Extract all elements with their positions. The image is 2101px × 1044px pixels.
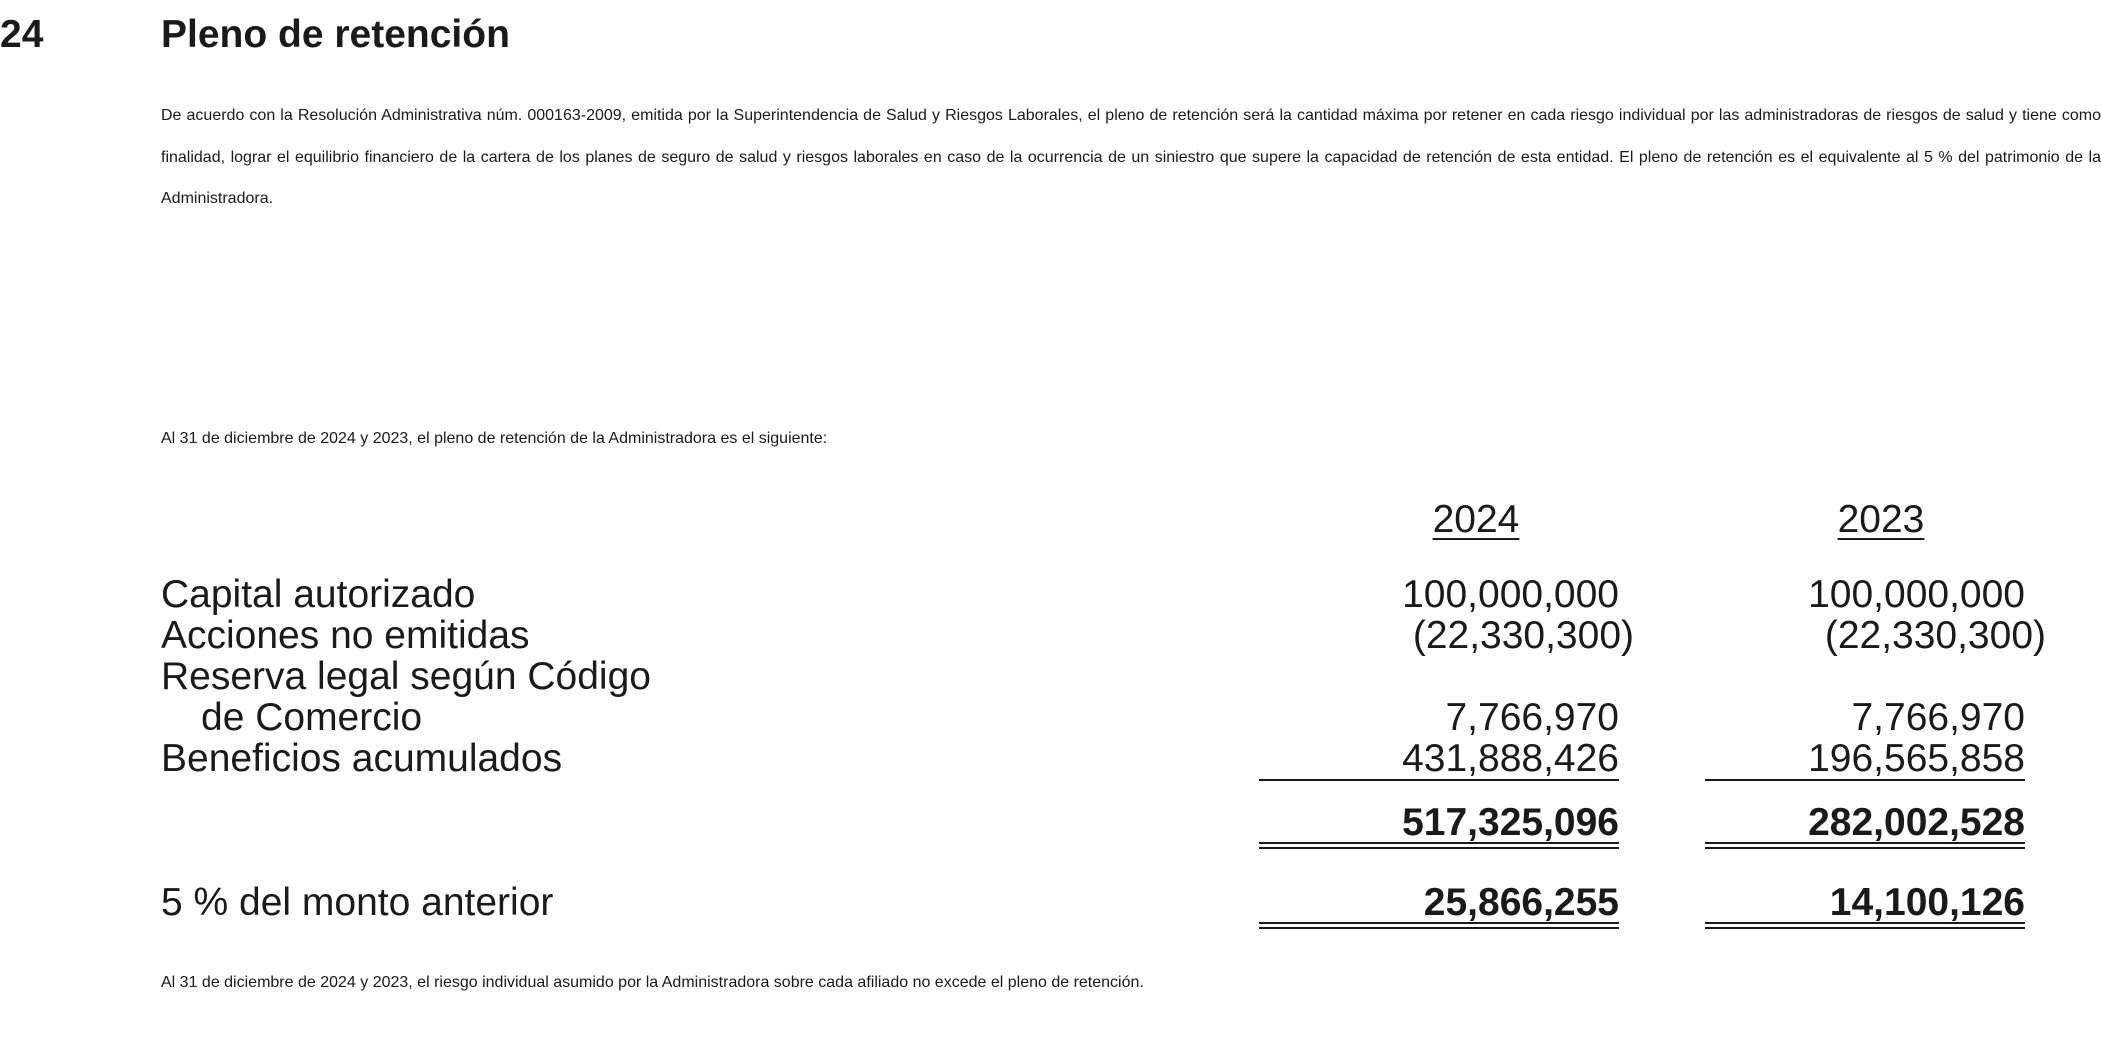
table-row (161, 738, 2101, 780)
subtotal-rule-2023 (1705, 779, 2025, 781)
five-percent-row (161, 882, 2101, 924)
note-number: 24 (0, 13, 44, 56)
retention-table (161, 496, 2101, 936)
row-label-continuation: de Comercio (201, 696, 423, 739)
row-label: 5 % del monto anterior (161, 881, 554, 924)
amount-2024: 7,766,970 (1445, 696, 1619, 739)
five-percent-2024: 25,866,255 (1423, 881, 1619, 924)
table-row (161, 615, 2101, 657)
five-percent-double-rule-2023 (1705, 922, 2025, 929)
table-intro-paragraph: Al 31 de diciembre de 2024 y 2023, el pleno de retención de la Administradora es el siguiente: (161, 430, 828, 447)
amount-2023: (22,330,300) (1824, 614, 2046, 657)
total-double-rule-2024 (1259, 842, 1619, 849)
table-row (161, 697, 2101, 739)
amount-2023: 7,766,970 (1851, 696, 2025, 739)
row-label: Acciones no emitidas (161, 614, 530, 657)
column-header-2023: 2023 (1837, 498, 1925, 541)
amount-2023: 196,565,858 (1808, 737, 2025, 780)
amount-2024: 431,888,426 (1402, 737, 1619, 780)
amount-2023: 100,000,000 (1808, 573, 2025, 616)
five-percent-2023: 14,100,126 (1829, 881, 2025, 924)
note-title: Pleno de retención (161, 13, 510, 56)
amount-2024: 100,000,000 (1402, 573, 1619, 616)
subtotal-row (161, 802, 2101, 844)
subtotal-2023: 282,002,528 (1808, 801, 2025, 844)
column-header-2024: 2024 (1432, 498, 1520, 541)
note-header (0, 10, 2101, 60)
row-label: Capital autorizado (161, 573, 476, 616)
amount-2024: (22,330,300) (1412, 614, 1634, 657)
total-double-rule-2023 (1705, 842, 2025, 849)
intro-paragraph: De acuerdo con la Resolución Administrativa núm. 000163-2009, emitida por la Superintendencia de Salud y Riesgos Laborales, el pleno de retención será la cantidad máxima por retener en cada riesgo individual por las administradoras de riesgos de salud y tiene como finalidad, lograr el equilibrio financiero de la cartera de los planes de seguro de salud y riesgos laborales en caso de la ocurrencia de un siniestro que supere la capacidad de retención de esta entidad. El pleno de retención es el equivalente al 5 % del patrimonio de la Administradora. (161, 107, 2101, 207)
five-percent-double-rule-2024 (1259, 922, 1619, 929)
closing-paragraph: Al 31 de diciembre de 2024 y 2023, el riesgo individual asumido por la Administradora sobre cada afiliado no excede el pleno de retención. (161, 974, 1144, 991)
subtotal-2024: 517,325,096 (1402, 801, 1619, 844)
table-row (161, 656, 2101, 698)
row-label: Reserva legal según Código (161, 655, 651, 698)
subtotal-rule-2024 (1259, 779, 1619, 781)
table-row (161, 574, 2101, 616)
row-label: Beneficios acumulados (161, 737, 563, 780)
